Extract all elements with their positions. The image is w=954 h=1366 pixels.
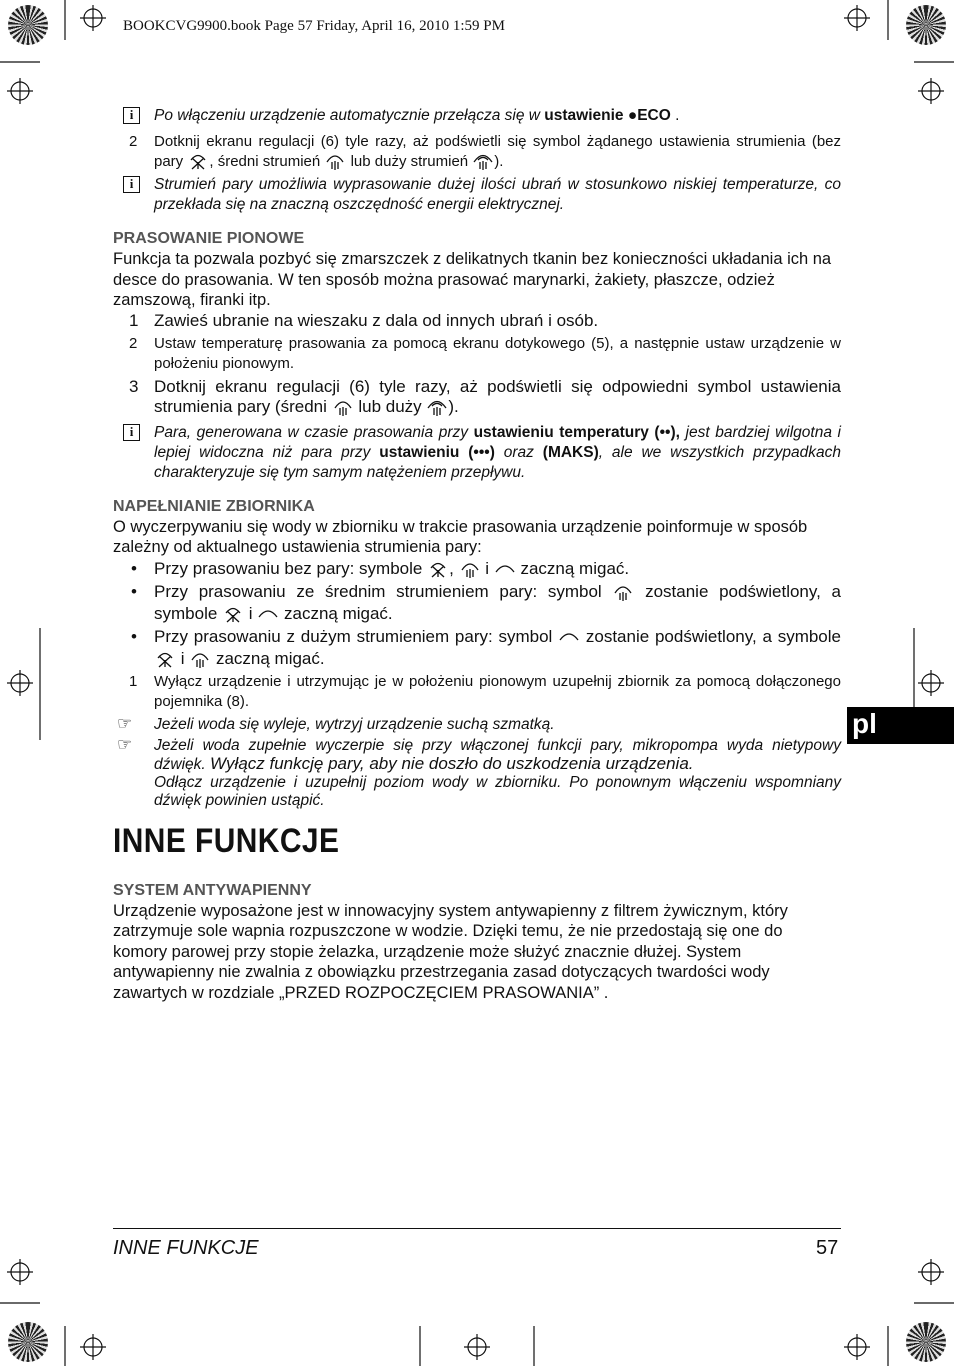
note-text: Strumień pary umożliwia wyprasowanie dużej ilości ubrań w stosunkowo niskiej temperaturze, co przekłada się na znaczną oszczędność energii elektrycznej. bbox=[154, 176, 841, 213]
bullet-text: i bbox=[176, 648, 190, 668]
note-text: , ale we wszystkich przypadkach charakteryzuje się tym samym natężeniem przepływu. bbox=[154, 443, 841, 481]
high-steam-icon bbox=[494, 560, 516, 578]
eco-note bbox=[113, 106, 841, 126]
refill-bullet-no-steam bbox=[113, 558, 841, 580]
step-number: 3 bbox=[129, 376, 139, 396]
bullet-dot: • bbox=[131, 581, 137, 601]
warning-empty-tank bbox=[113, 734, 841, 810]
no-steam-icon bbox=[427, 560, 449, 578]
section-title-vertical: PRASOWANIE PIONOWE bbox=[113, 230, 305, 247]
vertical-steam-note bbox=[113, 423, 841, 483]
step-text: Dotknij ekranu regulacji (6) tyle razy, aż podświetli się odpowiedni symbol ustawienia strumienia pary (średni bbox=[154, 376, 841, 416]
bullet-text: Przy prasowaniu bez pary: symbole bbox=[154, 558, 428, 578]
bullet-text: zostanie podświetlony, a symbole bbox=[580, 626, 841, 646]
high-steam-icon bbox=[257, 605, 279, 623]
step-text: ). bbox=[448, 396, 459, 416]
eco-label: ECO bbox=[637, 107, 671, 124]
bullet-text: zaczną migać. bbox=[515, 558, 630, 578]
step-text: lub duży bbox=[353, 396, 427, 416]
step-text: lub duży strumień bbox=[346, 153, 473, 170]
steam-saving-note bbox=[113, 175, 841, 215]
note-bold: (MAKS) bbox=[542, 443, 599, 461]
info-icon: i bbox=[123, 424, 140, 441]
vertical-step-3 bbox=[113, 377, 841, 417]
refill-bullet-high-steam bbox=[113, 626, 841, 670]
step-number: 1 bbox=[129, 672, 138, 690]
pointing-hand-icon: ☞ bbox=[117, 713, 133, 733]
refill-intro: O wyczerpywaniu się wody w zbiorniku w trakcie prasowania urządzenie poinformuje w sposób zależny od aktualnego ustawienia strumienia pary: bbox=[113, 517, 808, 556]
footer-rule bbox=[113, 1228, 841, 1229]
print-header: BOOKCVG9900.book Page 57 Friday, April 16, 2010 1:59 PM bbox=[123, 18, 505, 34]
eco-note-end: . bbox=[670, 107, 680, 124]
note-bold: ustawieniu temperatury (••), bbox=[473, 423, 680, 441]
vertical-step-1 bbox=[113, 311, 841, 331]
bullet-text: Przy prasowaniu z dużym strumieniem pary: symbol bbox=[154, 626, 559, 646]
note-text: jest bardziej wilgotna i lepiej widoczna niż para przy bbox=[154, 423, 841, 461]
vertical-intro: Funkcja ta pozwala pozbyć się zmarszczek z delikatnych tkanin bez konieczności układania ich na desce do prasowania. W ten sposób można prasować marynarki, żakiety, płaszcze, odzież zamszową, firanki itp. bbox=[113, 250, 832, 309]
section-title-refill: NAPEŁNIANIE ZBIORNIKA bbox=[113, 497, 315, 515]
antiscale-text: Urządzenie wyposażone jest w innowacyjny system antywapienny z filtrem żywicznym, który zatrzymuje sole wapnia rozpuszczone w wodzie. Dzięki temu, że nie przedostają się one do komory parowej przy stopie żelazka, urządzenie może służyć znacznie dłużej. System antywapienny nie zwalnia z obowiązku przestrzegania zasad dotyczących twardości wody zawartych w rozdziale „PRZED ROZPOCZĘCIEM PRASOWANIA” . bbox=[113, 901, 788, 1002]
refill-step-1 bbox=[113, 672, 841, 712]
eco-note-text: Po włączeniu urządzenie automatycznie przełącza się w bbox=[154, 107, 545, 124]
high-steam-icon bbox=[472, 152, 494, 170]
bullet-dot: • bbox=[131, 626, 137, 646]
note-text: Para, generowana w czasie prasowania przy bbox=[154, 423, 474, 441]
eco-symbol: ●ECO bbox=[627, 107, 671, 124]
warning-text: Jeżeli woda się wyleje, wytrzyj urządzenie suchą szmatką. bbox=[154, 715, 555, 733]
note-text: oraz bbox=[494, 443, 543, 461]
bullet-text: Przy prasowaniu ze średnim strumieniem pary: symbol bbox=[154, 581, 613, 601]
medium-steam-icon bbox=[459, 560, 481, 578]
step-text: Wyłącz urządzenie i utrzymując je w położeniu pionowym uzupełnij zbiornik za pomocą dołączonego pojemnika (8). bbox=[154, 672, 841, 710]
high-steam-icon bbox=[426, 398, 448, 416]
medium-steam-icon bbox=[332, 398, 354, 416]
step-text: Ustaw temperaturę prasowania za pomocą ekranu dotykowego (5), a następnie ustaw urządzenie w położeniu pionowym. bbox=[154, 334, 841, 372]
warning-spill bbox=[113, 715, 841, 735]
page-number: 57 bbox=[816, 1237, 839, 1259]
medium-steam-icon bbox=[189, 650, 211, 668]
bullet-text: , bbox=[449, 558, 459, 578]
bullet-dot: • bbox=[131, 558, 137, 578]
info-icon: i bbox=[123, 107, 140, 124]
section-title-antiscale: SYSTEM ANTYWAPIENNY bbox=[113, 881, 312, 899]
step-text: , średni strumień bbox=[209, 153, 325, 170]
step-text: ). bbox=[494, 153, 504, 170]
language-tab: pl bbox=[847, 707, 954, 744]
no-steam-icon bbox=[154, 650, 176, 668]
footer-section-title: INNE FUNKCJE bbox=[113, 1237, 259, 1259]
warning-text: Jeżeli woda zupełnie wyczerpie się przy włączonej funkcji pary, mikropompa wyda nietypowy dźwięk. bbox=[154, 736, 841, 773]
note-bold: ustawieniu (•••) bbox=[379, 443, 495, 461]
bullet-text: zostanie podświetlony, a symbole bbox=[154, 581, 841, 623]
step-number: 2 bbox=[129, 334, 138, 352]
step-text: Zawieś ubranie na wieszaku z dala od innych ubrań i osób. bbox=[154, 310, 599, 330]
high-steam-icon bbox=[558, 628, 580, 646]
bullet-text: zaczną migać. bbox=[211, 648, 325, 668]
page-content bbox=[113, 106, 841, 1003]
bullet-text: zaczną migać. bbox=[279, 603, 393, 623]
medium-steam-icon bbox=[612, 583, 634, 601]
step-number: 2 bbox=[129, 133, 138, 150]
bullet-text: i bbox=[244, 603, 258, 623]
warning-text-emphasis: Wyłącz funkcję pary, aby nie doszło do uszkodzenia urządzenia. bbox=[210, 753, 694, 773]
main-heading: INNE FUNKCJE bbox=[113, 821, 340, 860]
vertical-step-2 bbox=[113, 334, 841, 374]
info-icon: i bbox=[123, 176, 140, 193]
warning-text: Odłącz urządzenie i uzupełnij poziom wody w zbiorniku. Po ponownym włączeniu wspomniany dźwięk powinien ustąpić. bbox=[154, 773, 841, 809]
step-text: Dotknij ekranu regulacji (6) tyle razy, aż podświetli się symbol żądanego ustawienia strumienia (bez pary bbox=[154, 133, 841, 170]
no-steam-icon bbox=[187, 152, 209, 170]
no-steam-icon bbox=[222, 605, 244, 623]
step-2-steam bbox=[113, 132, 841, 172]
eco-note-bold: ustawienie bbox=[544, 107, 628, 124]
medium-steam-icon bbox=[324, 152, 346, 170]
refill-bullet-medium-steam bbox=[113, 581, 841, 625]
bullet-text: i bbox=[480, 558, 494, 578]
pointing-hand-icon: ☞ bbox=[117, 734, 133, 754]
step-number: 1 bbox=[129, 310, 139, 330]
